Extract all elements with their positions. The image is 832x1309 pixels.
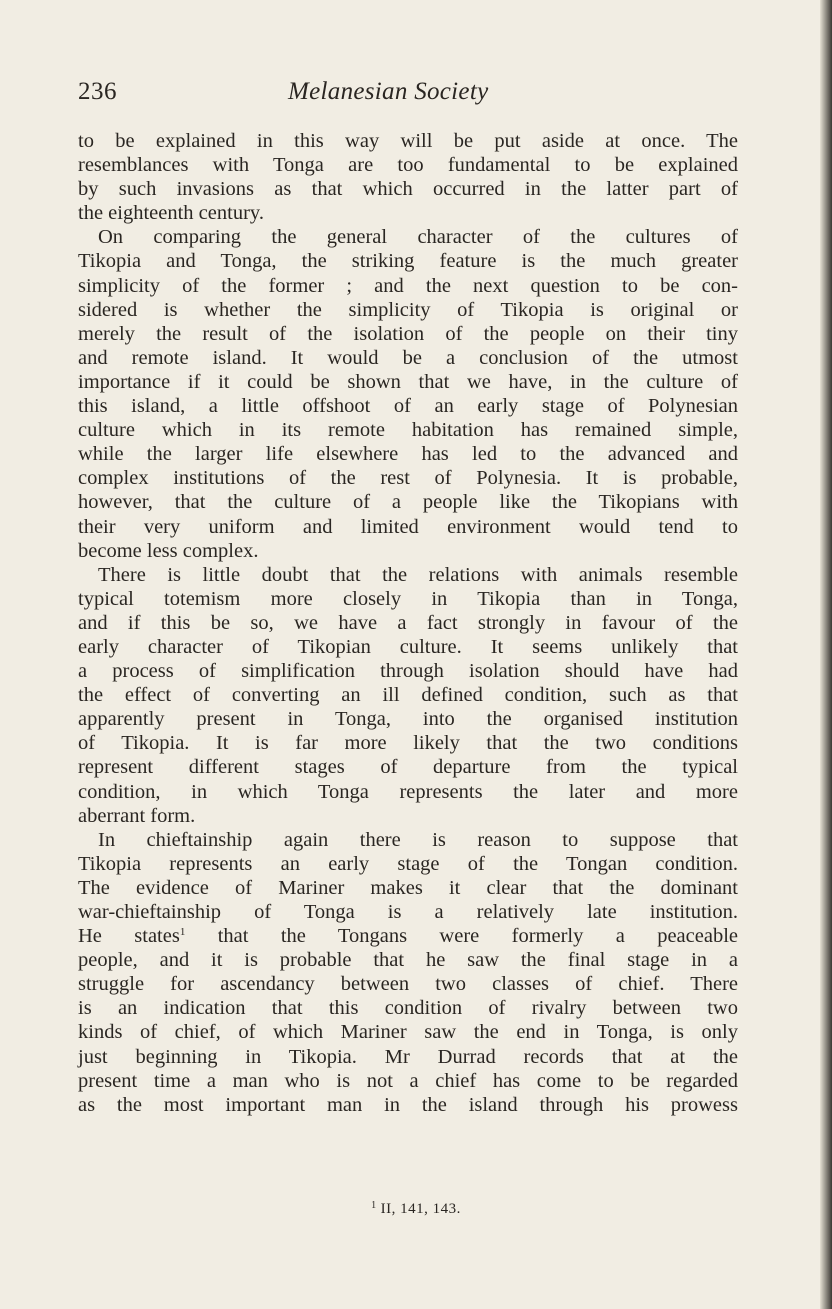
text-line: the effect of converting an ill defined condition, such as that [78, 684, 738, 707]
text-line: resemblances with Tonga are too fundamental to be explained [78, 154, 738, 177]
text-line: is an indication that this condition of rivalry between two [78, 997, 738, 1020]
text-line: to be explained in this way will be put aside at once. The [78, 130, 738, 152]
text-line: The evidence of Mariner makes it clear that the dominant [78, 876, 738, 899]
text-line: as the most important man in the island through his prowess [78, 1093, 738, 1116]
text-line: and if this be so, we have a fact strongly in favour of the [78, 611, 738, 634]
text-line: of Tikopia. It is far more likely that the two conditions [78, 732, 738, 755]
text-line: and remote island. It would be a conclusion of the utmost [78, 346, 738, 369]
text-line: this island, a little offshoot of an early stage of Polynesian [78, 395, 738, 418]
text-line: by such invasions as that which occurred in the latter part of [78, 178, 738, 201]
text-line: complex institutions of the rest of Polynesia. It is probable, [78, 467, 738, 490]
footnote-text: II, 141, 143. [380, 1201, 461, 1217]
text-line: present time a man who is not a chief has come to be regarded [78, 1069, 738, 1092]
line-prefix: He states [78, 925, 180, 948]
line-rest: that the Tongans were formerly a peaceable [217, 925, 738, 948]
text-line: Tikopia represents an early stage of the Tongan condition. [78, 852, 738, 875]
text-line: just beginning in Tikopia. Mr Durrad records that at the [78, 1045, 738, 1068]
text-line: people, and it is probable that he saw the final stage in a [78, 949, 738, 972]
text-line: Tikopia and Tonga, the striking feature is the much greater [78, 250, 738, 273]
text-line: represent different stages of departure from the typical [78, 756, 738, 779]
text-line: become less complex. [78, 539, 259, 562]
footnote [0, 1200, 832, 1218]
running-head [78, 78, 738, 112]
text-line: however, that the culture of a people like the Tikopians with [78, 491, 738, 514]
text-line: their very uniform and limited environment would tend to [78, 515, 738, 538]
text-line: There is little doubt that the relations with animals resemble [98, 563, 738, 586]
text-line: while the larger life elsewhere has led to the advanced and [78, 443, 738, 466]
footnote-marker: 1 [371, 1200, 377, 1211]
text-line: struggle for ascendancy between two classes of chief. There [78, 973, 738, 996]
text-line: early character of Tikopian culture. It seems unlikely that [78, 635, 738, 658]
text-line: culture which in its remote habitation has remained simple, [78, 419, 738, 442]
text-line: sidered is whether the simplicity of Tikopia is original or [78, 298, 738, 321]
footnote-reference: 1 [179, 926, 186, 939]
text-line: On comparing the general character of the cultures of [98, 226, 738, 249]
text-line: kinds of chief, of which Mariner saw the end in Tonga, is only [78, 1021, 738, 1044]
text-line: apparently present in Tonga, into the organised institution [78, 708, 738, 731]
text-line-with-footnote-ref [78, 924, 738, 948]
body-text [78, 129, 738, 1117]
text-line: a process of simplification through isolation should have had [78, 660, 738, 683]
page-number: 236 [78, 78, 117, 105]
text-line: condition, in which Tonga represents the later and more [78, 780, 738, 803]
page-edge [820, 0, 832, 1309]
text-line: merely the result of the isolation of the people on their tiny [78, 322, 738, 345]
running-title: Melanesian Society [288, 78, 489, 105]
text-line: aberrant form. [78, 804, 196, 827]
text-line: In chieftainship again there is reason to suppose that [98, 828, 738, 851]
text-line: typical totemism more closely in Tikopia than in Tonga, [78, 587, 738, 610]
text-line: importance if it could be shown that we have, in the culture of [78, 370, 738, 393]
text-line: the eighteenth century. [78, 202, 264, 225]
text-line: simplicity of the former ; and the next question to be con- [78, 274, 738, 297]
text-line: war-chieftainship of Tonga is a relatively late institution. [78, 901, 738, 923]
